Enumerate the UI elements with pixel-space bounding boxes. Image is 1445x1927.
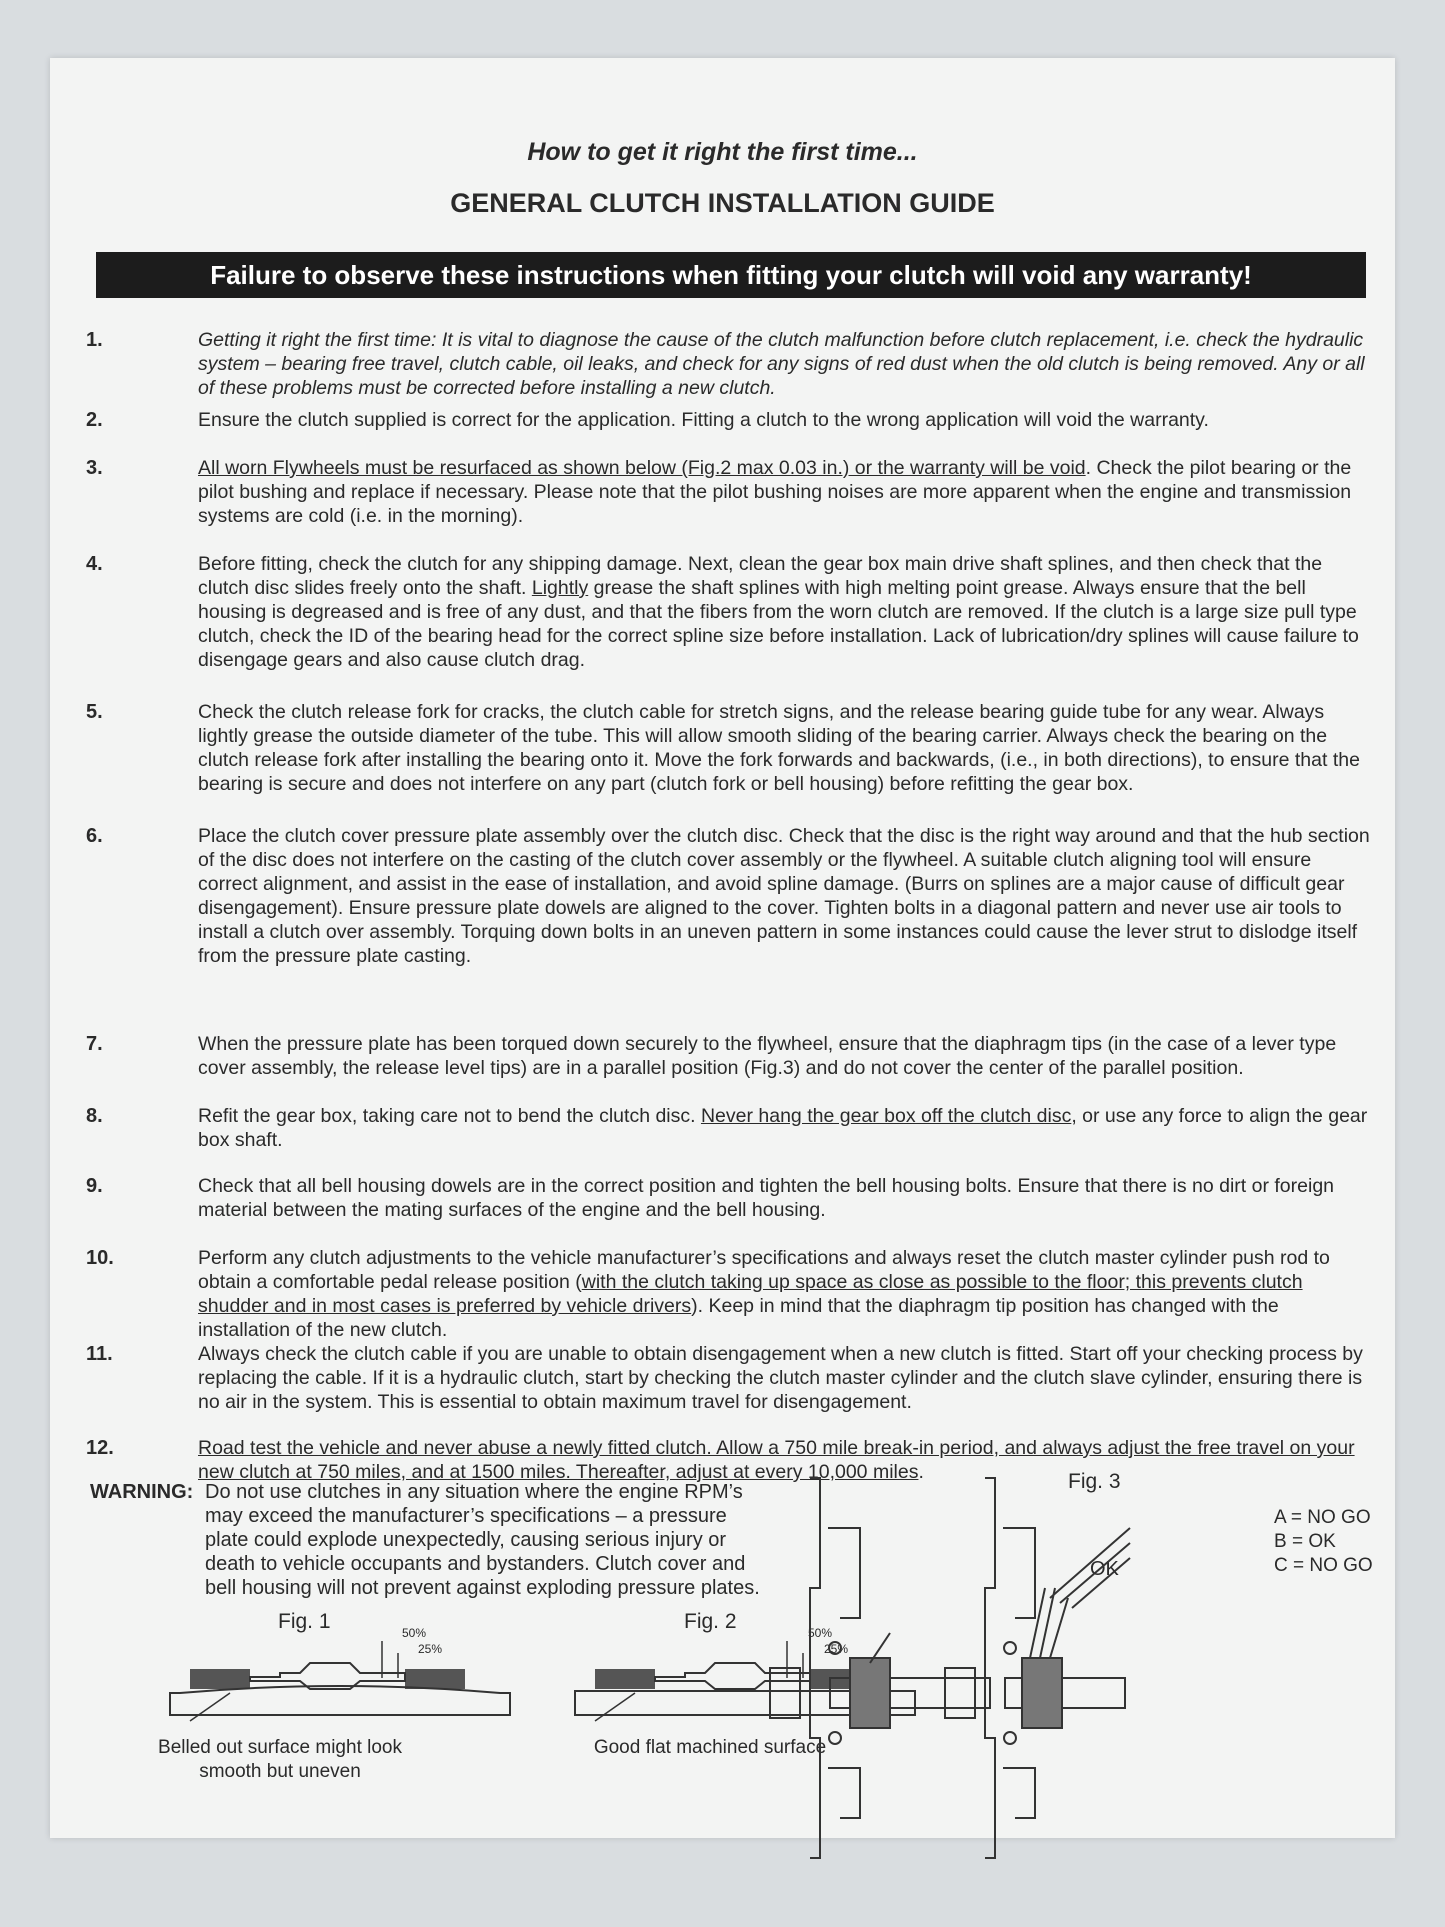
fig3-label: Fig. 3 <box>1068 1470 1121 1493</box>
step-number: 7. <box>86 1033 103 1055</box>
step-number: 1. <box>86 329 103 351</box>
step-7 <box>86 1032 1376 1080</box>
step-2 <box>86 408 1376 432</box>
step-text-underlined: with the clutch taking up space as close as possible to the floor; this prevents clutch shudder and in most cases is preferred by vehicle drivers <box>198 1271 1303 1317</box>
step-text-underlined: All worn Flywheels must be resurfaced as shown below (Fig.2 max 0.03 in.) or the warranty will be void <box>198 457 1086 479</box>
fig1-caption-line1: Belled out surface might look <box>158 1737 402 1758</box>
step-number: 8. <box>86 1105 103 1127</box>
fig1-label: Fig. 1 <box>278 1610 331 1633</box>
step-number: 6. <box>86 825 103 847</box>
fig2-label: Fig. 2 <box>684 1610 737 1633</box>
step-6 <box>86 824 1376 968</box>
legend-item-c: C = NO GO <box>1274 1555 1373 1576</box>
step-text: Always check the clutch cable if you are unable to obtain disengagement when a new clutch is fitted. Start off your checking process by replacing the cable. If it is a hydraulic clutch, start by checking the clutch master cylinder and the clutch slave cylinder, ensuring there is no air in the system. This is essential to obtain maximum travel for disengagement. <box>198 1343 1363 1413</box>
step-text-a: Perform any clutch adjustments to the vehicle manufacturer’s specifications and always reset the clutch master cylinder push rod to obtain a comfortable pedal release position ( <box>198 1247 1330 1293</box>
step-text: When the pressure plate has been torqued down securely to the flywheel, ensure that the diaphragm tips (in the case of a lever type cover assembly, the release level tips) are in a parallel position (Fig.3) and do not cover the center of the parallel position. <box>198 1033 1337 1079</box>
step-text-underlined: Lightly <box>531 577 589 599</box>
step-text: Ensure the clutch supplied is correct for the application. Fitting a clutch to the wrong application will void the warranty. <box>198 409 1209 431</box>
step-text-a: Before fitting, check the clutch for any shipping damage. Next, clean the gear box main drive shaft splines, and then check that the clutch disc slides freely onto the shaft. <box>198 553 1323 599</box>
fig1-pct25: 25% <box>418 1642 443 1656</box>
fig1-pct50: 50% <box>402 1626 427 1640</box>
step-text-underlined: Road test the vehicle and never abuse a newly fitted clutch. Allow a 750 mile break-in period, and always adjust the free travel on your new clutch at 750 miles, and at 1500 miles. Thereafter, adjust at every 10,000 miles <box>198 1437 1355 1483</box>
step-11 <box>86 1342 1376 1414</box>
step-number: 5. <box>86 701 103 723</box>
step-text: Getting it right the first time: It is vital to diagnose the cause of the clutch malfunction before clutch replacement, i.e. check the hydraulic system – bearing free travel, clutch cable, oil leaks, and check for any signs of red dust when the old clutch is being removed. Any or all of these problems must be corrected before installing a new clutch. <box>198 329 1365 399</box>
legend-item-b: B = OK <box>1274 1531 1336 1552</box>
step-1 <box>86 328 1376 400</box>
warning-label: WARNING: <box>90 1481 194 1503</box>
legend-item-a: A = NO GO <box>1274 1507 1371 1528</box>
step-10 <box>86 1246 1376 1342</box>
step-number: 10. <box>86 1247 114 1269</box>
warning-text: Do not use clutches in any situation where the engine RPM’s may exceed the manufacturer’s specifications – a pressure plate could explode unexpectedly, causing serious injury or death to vehicle occupants and bystanders. Clutch cover and bell housing will not prevent against exploding pressure plates. <box>205 1481 760 1599</box>
step-text: ). Keep in mind that the diaphragm tip position has changed with the installation of the new clutch. <box>198 1295 1279 1341</box>
step-5 <box>86 700 1376 796</box>
warranty-banner: Failure to observe these instructions when fitting your clutch will void any warranty! <box>96 252 1366 298</box>
step-number: 12. <box>86 1437 114 1459</box>
subtitle: How to get it right the first time... <box>527 138 918 166</box>
step-8 <box>86 1104 1376 1152</box>
fig2-pct25: 25% <box>824 1642 849 1656</box>
step-number: 2. <box>86 409 103 431</box>
step-text: Check that all bell housing dowels are in the correct position and tighten the bell housing bolts. Ensure that there is no dirt or foreign material between the mating surfaces of the engine and the bell housing. <box>198 1175 1335 1221</box>
step-4 <box>86 552 1376 672</box>
page-title: GENERAL CLUTCH INSTALLATION GUIDE <box>450 188 995 218</box>
step-number: 11. <box>86 1343 113 1365</box>
step-text-underlined: Never hang the gear box off the clutch disc <box>700 1105 1072 1127</box>
warning-block <box>90 1480 770 1600</box>
step-text: Check the clutch release fork for cracks, the clutch cable for stretch signs, and the release bearing guide tube for any wear. Always lightly grease the outside diameter of the tube. This will allow smooth sliding of the bearing carrier. Always check the bearing on the clutch release fork after installing the bearing onto it. Move the fork forwards and backwards, (i.e., in both directions), to ensure that the bearing is secure and does not interfere on any part (clutch fork or bell housing) before refitting the gear box. <box>198 701 1360 795</box>
step-text: Place the clutch cover pressure plate assembly over the clutch disc. Check that the disc is the right way around and that the hub section of the disc does not interfere on the casting of the clutch cover assembly or the flywheel. A suitable clutch aligning tool will ensure correct alignment, and assist in the ease of installation, and avoid spline damage. (Burrs on splines are a major cause of difficult gear disengagement). Ensure pressure plate dowels are aligned to the cover. Tighten bolts in a diagonal pattern and never use air tools to install a clutch over assembly. Torquing down bolts in an uneven pattern in some instances could cause the lever strut to dislodge itself from the pressure plate casting. <box>198 825 1370 967</box>
step-number: 4. <box>86 553 103 575</box>
step-text: , or use any force to align the gear box shaft. <box>198 1105 1368 1151</box>
step-text: . Check the pilot bearing or the pilot bushing and replace if necessary. Please note that the pilot bushing noises are more apparent when the engine and transmission systems are cold (i.e. in the morning). <box>198 457 1352 527</box>
fig1-flywheel-diagram <box>150 1633 530 1723</box>
step-text: grease the shaft splines with high melting point grease. Always ensure that the bell housing is degreased and is free of any dust, and that the fibers from the worn clutch are removed. If the clutch is a large size pull type clutch, check the ID of the bearing head for the correct spline size before installation. Lack of lubrication/dry splines will cause failure to disengage gears and also cause clutch drag. <box>198 577 1359 671</box>
instruction-sheet <box>50 58 1395 1838</box>
step-number: 9. <box>86 1175 103 1197</box>
fig3-ok-label: OK <box>1090 1558 1119 1580</box>
step-3 <box>86 456 1376 528</box>
step-number: 3. <box>86 457 103 479</box>
fig2-pct50: 50% <box>808 1626 833 1640</box>
fig3-pressure-plate-diagram <box>750 1468 1310 1868</box>
step-9 <box>86 1174 1376 1222</box>
fig1-caption-line2: smooth but uneven <box>199 1761 361 1782</box>
step-text-a: Refit the gear box, taking care not to bend the clutch disc. <box>198 1105 701 1127</box>
step-text: . <box>918 1461 924 1483</box>
fig2-caption: Good flat machined surface <box>593 1737 827 1758</box>
